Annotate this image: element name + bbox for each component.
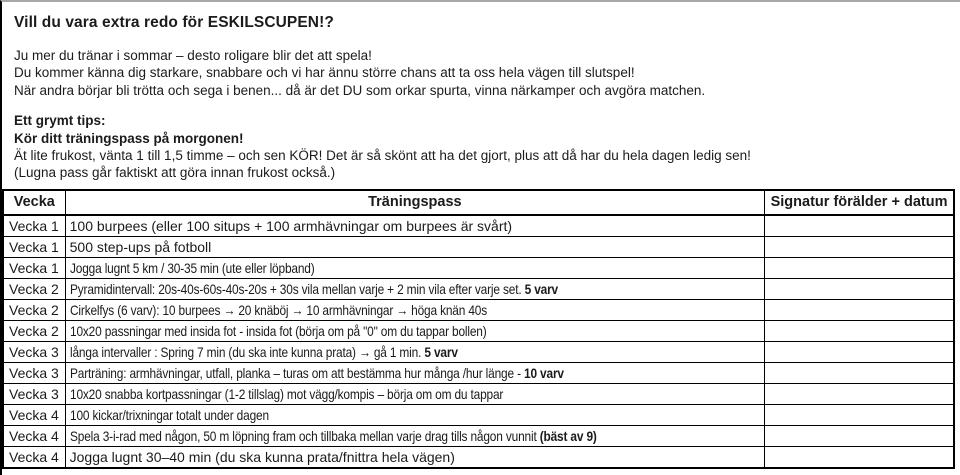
tips-heading: Ett grymt tips: bbox=[14, 113, 106, 129]
intro-line: Du kommer känna dig starkare, snabbare och vi har ännu större chans att ta oss hela vägen till slutspel! bbox=[14, 65, 635, 81]
table-row bbox=[3, 278, 954, 299]
signature-cell[interactable] bbox=[765, 425, 954, 446]
signature-cell[interactable] bbox=[765, 215, 954, 237]
table-row bbox=[3, 299, 954, 320]
week-cell: Vecka 3 bbox=[3, 383, 65, 404]
trainingpass-cell: 500 step-ups på fotboll bbox=[65, 236, 764, 257]
trainingpass-cell: 10x20 snabba kortpassningar (1-2 tillslag) mot vägg/kompis – börja om om du tappar bbox=[65, 383, 764, 404]
week-cell: Vecka 1 bbox=[3, 236, 65, 257]
table-row bbox=[3, 341, 954, 362]
header-signatur: Signatur förälder + datum bbox=[765, 190, 954, 215]
signature-cell[interactable] bbox=[765, 404, 954, 425]
table-row bbox=[3, 362, 954, 383]
trainingpass-cell: Jogga lugnt 30–40 min (du ska kunna prata/fnittra hela vägen) bbox=[65, 446, 764, 468]
week-cell: Vecka 4 bbox=[3, 446, 65, 468]
trainingpass-cell: Parträning: armhävningar, utfall, planka – turas om att bestämma hur många /hur länge - 10 varv bbox=[65, 362, 764, 383]
trainingpass-cell: 100 kickar/trixningar totalt under dagen bbox=[65, 404, 764, 425]
trainingpass-cell: Cirkelfys (6 varv): 10 burpees → 20 knäböj → 10 armhävningar → höga knän 40s bbox=[65, 299, 764, 320]
intro-text-block bbox=[2, 2, 960, 182]
table-header-row bbox=[3, 190, 954, 215]
table-row bbox=[3, 320, 954, 341]
week-cell: Vecka 4 bbox=[3, 425, 65, 446]
signature-cell[interactable] bbox=[765, 362, 954, 383]
signature-cell[interactable] bbox=[765, 446, 954, 468]
header-traningspass: Träningspass bbox=[65, 190, 764, 215]
trainingpass-cell: Jogga lugnt 5 km / 30-35 min (ute eller löpband) bbox=[65, 257, 764, 278]
signature-cell[interactable] bbox=[765, 236, 954, 257]
week-cell: Vecka 1 bbox=[3, 215, 65, 237]
table-row bbox=[3, 257, 954, 278]
signature-cell[interactable] bbox=[765, 320, 954, 341]
table-row bbox=[3, 404, 954, 425]
table-row bbox=[3, 383, 954, 404]
signature-cell[interactable] bbox=[765, 257, 954, 278]
trainingpass-cell: 100 burpees (eller 100 situps + 100 armhävningar om burpees är svårt) bbox=[65, 215, 764, 237]
table-body bbox=[3, 215, 954, 468]
intro-line: När andra börjar bli trötta och sega i benen... då är det DU som orkar spurta, vinna närkamper och avgöra matchen. bbox=[14, 82, 706, 98]
tips-line: Ät lite frukost, vänta 1 till 1,5 timme – och sen KÖR! Det är så skönt att ha det gjort, plus att då har du hela dagen ledig sen! bbox=[14, 148, 751, 164]
page-title: Vill du vara extra redo för ESKILSCUPEN!? bbox=[14, 14, 334, 31]
signature-cell[interactable] bbox=[765, 341, 954, 362]
table-row bbox=[3, 425, 954, 446]
training-schedule-table bbox=[2, 189, 955, 469]
signature-cell[interactable] bbox=[765, 383, 954, 404]
signature-cell[interactable] bbox=[765, 278, 954, 299]
week-cell: Vecka 3 bbox=[3, 341, 65, 362]
table-row bbox=[3, 215, 954, 237]
week-cell: Vecka 2 bbox=[3, 278, 65, 299]
table-row bbox=[3, 446, 954, 468]
trainingpass-cell: Pyramidintervall: 20s-40s-60s-40s-20s + 30s vila mellan varje + 2 min vila efter varje set. 5 varv bbox=[65, 278, 764, 299]
tips-paragraph bbox=[14, 112, 946, 182]
signature-cell[interactable] bbox=[765, 299, 954, 320]
tips-line: (Lugna pass går faktiskt att göra innan frukost också.) bbox=[14, 165, 336, 181]
week-cell: Vecka 2 bbox=[3, 299, 65, 320]
trainingpass-cell: Spela 3-i-rad med någon, 50 m löpning fram och tillbaka mellan varje drag tills någon vunnit (bäst av 9) bbox=[65, 425, 764, 446]
tips-subheading: Kör ditt träningspass på morgonen! bbox=[14, 130, 244, 146]
header-vecka: Vecka bbox=[3, 190, 65, 215]
table-row bbox=[3, 236, 954, 257]
trainingpass-cell: 10x20 passningar med insida fot - insida fot (börja om på "0" om du tappar bollen) bbox=[65, 320, 764, 341]
week-cell: Vecka 2 bbox=[3, 320, 65, 341]
trainingpass-cell: långa intervaller : Spring 7 min (du ska inte kunna prata) → gå 1 min. 5 varv bbox=[65, 341, 764, 362]
intro-line: Ju mer du tränar i sommar – desto roligare blir det att spela! bbox=[14, 48, 372, 63]
intro-paragraph bbox=[14, 47, 946, 99]
week-cell: Vecka 1 bbox=[3, 257, 65, 278]
week-cell: Vecka 4 bbox=[3, 404, 65, 425]
week-cell: Vecka 3 bbox=[3, 362, 65, 383]
